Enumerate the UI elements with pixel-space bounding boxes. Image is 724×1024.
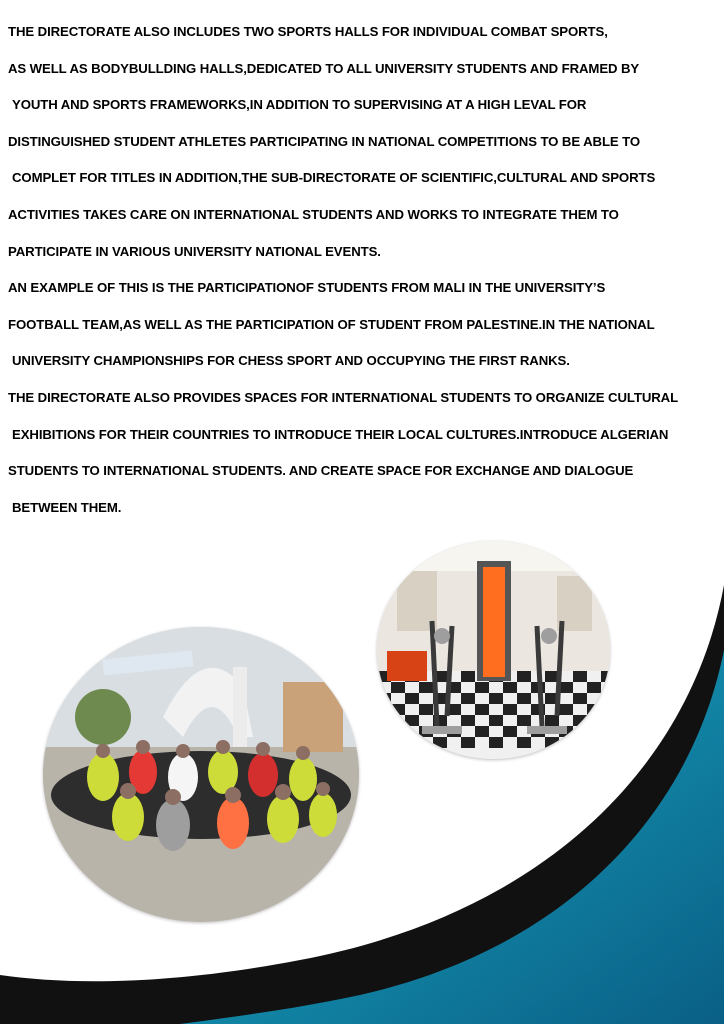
- paragraph-line: UNIVERSITY CHAMPIONSHIPS FOR CHESS SPORT AND OCCUPYING THE FIRST RANKS.: [12, 353, 570, 369]
- paragraph-line: FOOTBALL TEAM,AS WELL AS THE PARTICIPATION OF STUDENT FROM PALESTINE.IN THE NATIONAL: [8, 316, 655, 332]
- gym-photo: [377, 541, 610, 759]
- paragraph-line: THE DIRECTORATE ALSO PROVIDES SPACES FOR INTERNATIONAL STUDENTS TO ORGANIZE CULTURAL: [8, 389, 679, 405]
- paragraph-line: EXHIBITIONS FOR THEIR COUNTRIES TO INTRODUCE THEIR LOCAL CULTURES.INTRODUCE ALGERIAN: [12, 426, 669, 442]
- paragraph-line: AN EXAMPLE OF THIS IS THE PARTICIPATIONOF STUDENTS FROM MALI IN THE UNIVERSITY’S: [8, 280, 606, 296]
- paragraph-line: BETWEEN THEM.: [12, 499, 122, 515]
- paragraph-line: PARTICIPATE IN VARIOUS UNIVERSITY NATIONAL EVENTS.: [8, 243, 381, 259]
- paragraph-line: ACTIVITIES TAKES CARE ON INTERNATIONAL STUDENTS AND WORKS TO INTEGRATE THEM TO: [8, 206, 619, 222]
- body-paragraph: [8, 14, 720, 526]
- paragraph-line: AS WELL AS BODYBULLDING HALLS,DEDICATED TO ALL UNIVERSITY STUDENTS AND FRAMED BY: [8, 60, 640, 76]
- group-photo: [43, 627, 359, 922]
- paragraph-line: COMPLET FOR TITLES IN ADDITION,THE SUB-DIRECTORATE OF SCIENTIFIC,CULTURAL AND SPORTS: [12, 170, 656, 186]
- paragraph-line: THE DIRECTORATE ALSO INCLUDES TWO SPORTS HALLS FOR INDIVIDUAL COMBAT SPORTS,: [8, 24, 608, 39]
- gym-photo-illustration: [377, 541, 610, 759]
- paragraph-line: STUDENTS TO INTERNATIONAL STUDENTS. AND CREATE SPACE FOR EXCHANGE AND DIALOGUE: [8, 463, 634, 479]
- paragraph-line: YOUTH AND SPORTS FRAMEWORKS,IN ADDITION TO SUPERVISING AT A HIGH LEVAL FOR: [12, 97, 587, 113]
- paragraph-line: DISTINGUISHED STUDENT ATHLETES PARTICIPATING IN NATIONAL COMPETITIONS TO BE ABLE TO: [8, 133, 641, 149]
- group-photo-illustration: [43, 627, 359, 922]
